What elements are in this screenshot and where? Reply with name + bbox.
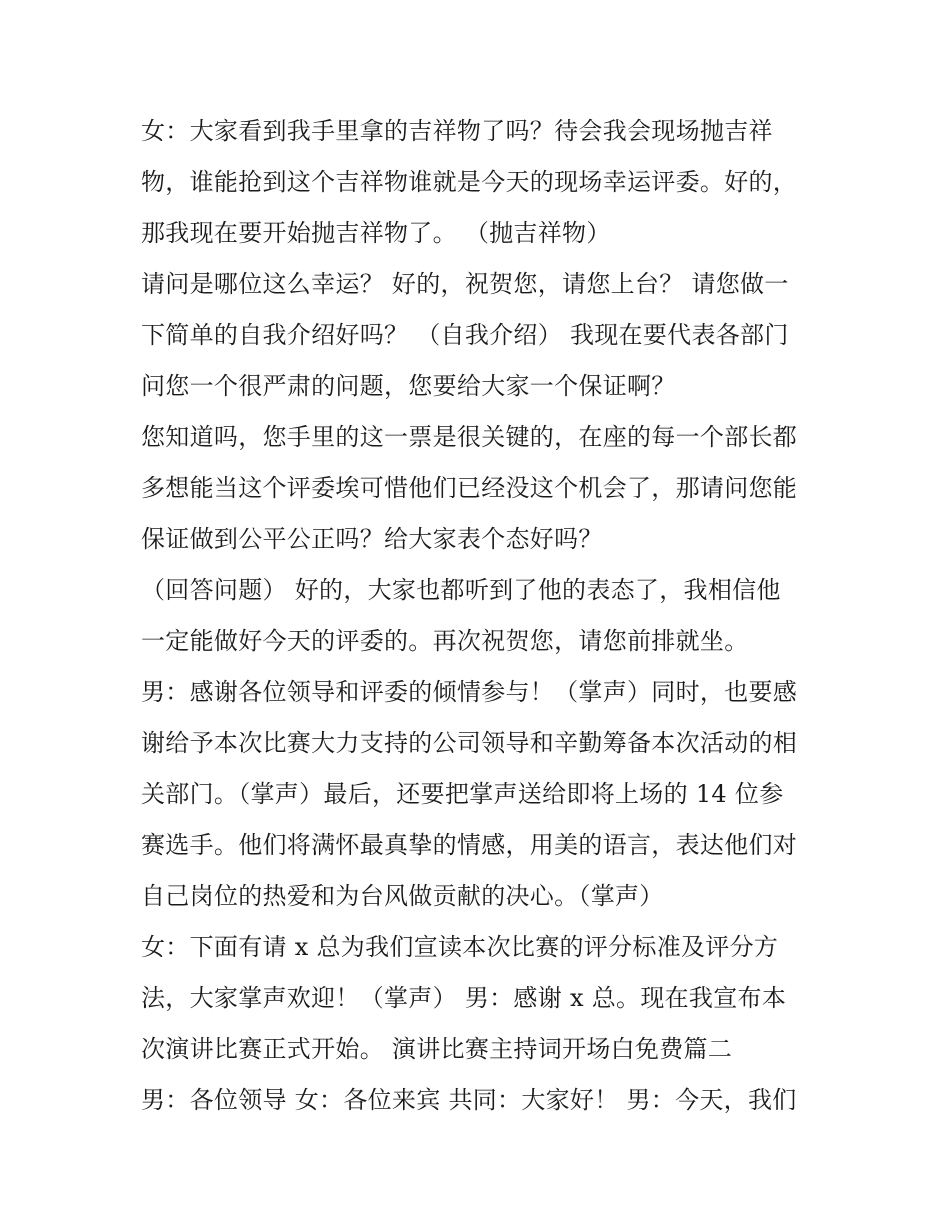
text-line: 男：感谢各位领导和评委的倾情参与！（掌声）同时，也要感 [141, 678, 798, 706]
text-line: 赛选手。他们将满怀最真挚的情感，用美的语言，表达他们对 [141, 831, 798, 859]
text-line: 女：下面有请 x 总为我们宣读本次比赛的评分标准及评分方 [141, 933, 779, 961]
text-line: 一定能做好今天的评委的。再次祝贺您，请您前排就坐。 [141, 627, 749, 655]
text-line: 关部门。（掌声）最后，还要把掌声送给即将上场的 14 位参 [141, 780, 784, 808]
text-line: 下简单的自我介绍好吗？ （自我介绍） 我现在要代表各部门 [141, 321, 789, 349]
text-line: 请问是哪位这么幸运？ 好的，祝贺您，请您上台？ 请您做一 [141, 270, 789, 298]
text-line: 那我现在要开始抛吉祥物了。 （抛吉祥物） [141, 219, 611, 247]
text-line: 男：各位领导 女：各位来宾 共同：大家好！ 男：今天，我们 [141, 1086, 797, 1114]
text-line: 自己岗位的热爱和为台风做贡献的决心。（掌声） [141, 882, 664, 910]
text-line: 次演讲比赛正式开始。 演讲比赛主持词开场白免费篇二 [141, 1035, 733, 1063]
text-line: 您知道吗，您手里的这一票是很关键的，在座的每一个部长都 [141, 423, 798, 451]
text-line: 问您一个很严肃的问题，您要给大家一个保证啊？ [141, 372, 676, 400]
text-line: 保证做到公平公正吗？给大家表个态好吗？ [141, 525, 603, 553]
text-line: 法，大家掌声欢迎！（掌声） 男：感谢 x 总。现在我宣布本 [141, 984, 787, 1012]
text-line: 多想能当这个评委埃可惜他们已经没这个机会了，那请问您能 [141, 474, 798, 502]
text-line: 谢给予本次比赛大力支持的公司领导和辛勤筹备本次活动的相 [141, 729, 798, 757]
text-line: （回答问题） 好的，大家也都听到了他的表态了，我相信他 [141, 576, 781, 604]
text-line: 女：大家看到我手里拿的吉祥物了吗？待会我会现场抛吉祥 [141, 117, 773, 145]
text-line: 物，谁能抢到这个吉祥物谁就是今天的现场幸运评委。好的， [141, 168, 798, 196]
document-body [141, 106, 821, 1126]
